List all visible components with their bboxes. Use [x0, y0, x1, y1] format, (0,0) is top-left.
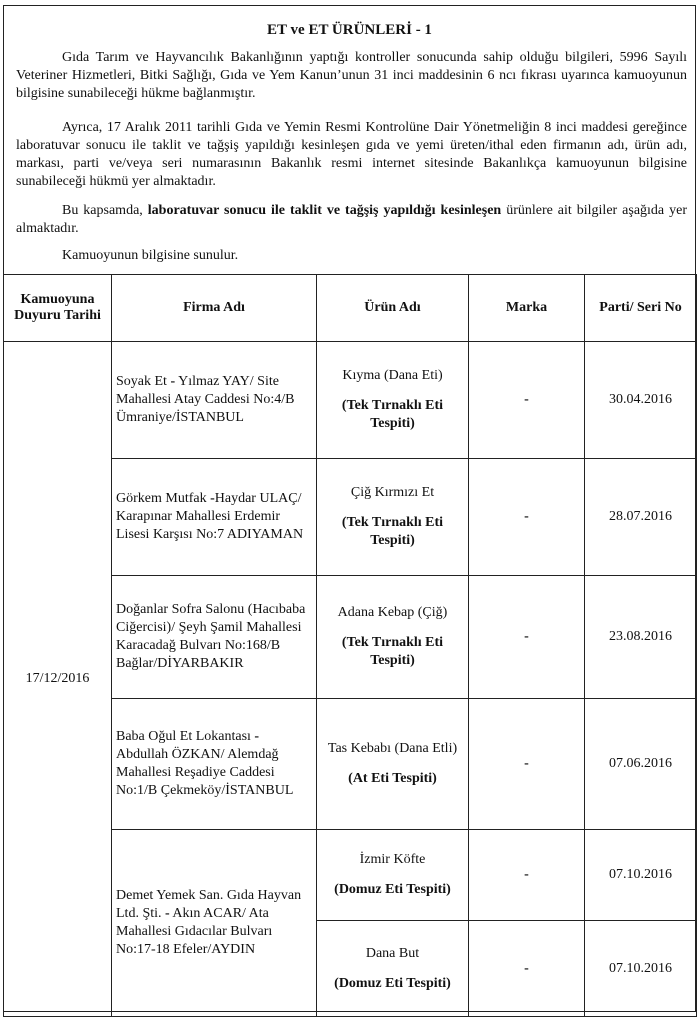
brand-cell: -: [469, 459, 585, 576]
product-name: Adana Kebap (Çiğ): [337, 605, 448, 620]
firm-name: Baba Oğul Et Lokantası: [116, 729, 251, 744]
document-title: ET ve ET ÜRÜNLERİ - 1: [267, 22, 432, 38]
lot-cell: 28.07.2016: [585, 459, 697, 576]
firm-name: Demet Yemek San. Gıda Hayvan Ltd. Şti.: [116, 888, 302, 921]
finding-label: (Tek Tırnaklı Eti Tespiti): [341, 398, 444, 431]
product-name: Kıyma (Dana Eti): [342, 368, 443, 383]
firm-name: Görkem Mutfak: [116, 491, 207, 506]
product-cell: [317, 921, 469, 1017]
results-table: [3, 274, 697, 1017]
finding-label: (Domuz Eti Tespiti): [334, 882, 451, 897]
lot-cell: 30.04.2016: [585, 342, 697, 459]
brand-cell: -: [469, 342, 585, 459]
firm-name: Doğanlar Sofra Salonu (Hacıbaba Ciğercisi)/ Şeyh Şamil Mahallesi Karacadağ Bulvarı No:168/B Bağlar/DİYARBAKIR: [116, 602, 306, 671]
lot-cell: 07.10.2016: [585, 830, 697, 921]
header-firm: Firma Adı: [112, 275, 317, 342]
paragraph-3: [16, 202, 687, 238]
announcement-date: 17/12/2016: [4, 342, 112, 1017]
intro-section: [4, 6, 695, 274]
product-name: İzmir Köfte: [359, 852, 426, 867]
product-cell: [317, 830, 469, 921]
product-cell: [317, 459, 469, 576]
firm-cell: Baba Oğul Et Lokantası - Abdullah ÖZKAN/ Alemdağ Mahallesi Reşadiye Caddesi No:1/B Çekmeköy/İSTANBUL: [112, 699, 317, 830]
header-product: Ürün Adı: [317, 275, 469, 342]
brand-cell: -: [469, 576, 585, 699]
product-name: Çiğ Kırmızı Et: [350, 485, 435, 500]
header-lot: Parti/ Seri No: [585, 275, 697, 342]
finding-label: (Tek Tırnaklı Eti Tespiti): [341, 515, 444, 548]
table-row: [4, 342, 697, 459]
firm-cell: [112, 576, 317, 699]
product-cell: [317, 699, 469, 830]
header-brand: Marka: [469, 275, 585, 342]
paragraph-3-bold: laboratuvar sonucu ile taklit ve tağşiş yapıldığı kesinleşen: [147, 203, 502, 218]
lot-cell: 07.06.2016: [585, 699, 697, 830]
header-date: Kamuoyuna Duyuru Tarihi: [4, 275, 112, 342]
firm-name: Soyak Et: [116, 374, 167, 389]
brand-cell: -: [469, 699, 585, 830]
product-name: Dana But: [365, 945, 420, 961]
document-frame: [3, 5, 696, 1012]
firm-cell: Görkem Mutfak -Haydar ULAÇ/ Karapınar Mahallesi Erdemir Lisesi Karşısı No:7 ADIYAMAN: [112, 459, 317, 576]
firm-address: Abdullah ÖZKAN/ Alemdağ Mahallesi Reşadiye Caddesi No:1/B Çekmeköy/İSTANBUL: [116, 747, 294, 798]
paragraph-2: Ayrıca, 17 Aralık 2011 tarihli Gıda ve Yemin Resmi Kontrolüne Dair Yönetmeliğin 8 inci maddesi gereğince laboratuvar sonucu ile taklit ve tağşiş yapıldığı kesinleşen gıda ve yemi üreten/ithal eden firmanın adı, ürün adı, markası, parti ve/veya seri numarasının Bakanlık resmi internet sitesinde Bakanlıkça kamuoyunun bilgisine sunabileceği hükmü yer almaktadır.: [16, 120, 687, 189]
firm-address: Haydar ULAÇ/ Karapınar Mahallesi Erdemir Lisesi Karşısı No:7 ADIYAMAN: [116, 491, 304, 542]
product-cell: [317, 342, 469, 459]
firm-cell: Demet Yemek San. Gıda Hayvan Ltd. Şti. - Akın ACAR/ Ata Mahallesi Gıdacılar Bulvarı No:17-18 Efeler/AYDIN: [112, 830, 317, 1017]
finding-label: (Domuz Eti Tespiti): [334, 975, 451, 991]
firm-cell: Soyak Et - Yılmaz YAY/ Site Mahallesi Atay Caddesi No:4/B Ümraniye/İSTANBUL: [112, 342, 317, 459]
brand-cell: -: [469, 921, 585, 1017]
table-header-row: [4, 275, 697, 342]
paragraph-4: Kamuoyunun bilgisine sunulur.: [62, 248, 239, 263]
finding-label: (At Eti Tespiti): [348, 771, 437, 786]
firm-address: Akın ACAR/ Ata Mahallesi Gıdacılar Bulvarı No:17-18 Efeler/AYDIN: [116, 906, 273, 957]
product-cell: [317, 576, 469, 699]
lot-cell: 07.10.2016: [585, 921, 697, 1017]
paragraph-3-post: ürünlere ait bilgiler aşağıda yer almaktadır.: [16, 203, 687, 236]
firm-address: Yılmaz YAY/ Site Mahallesi Atay Caddesi No:4/B Ümraniye/İSTANBUL: [116, 374, 295, 425]
finding-label: (Tek Tırnaklı Eti Tespiti): [341, 635, 444, 668]
brand-cell: -: [469, 830, 585, 921]
lot-cell: 23.08.2016: [585, 576, 697, 699]
paragraph-3-pre: Bu kapsamda,: [62, 203, 148, 218]
paragraph-1: Gıda Tarım ve Hayvancılık Bakanlığının yaptığı kontroller sonucunda sahip olduğu bilgileri, 5996 Sayılı Veteriner Hizmetleri, Bitki Sağlığı, Gıda ve Yem Kanun’unun 31 inci maddesinin 6 ncı fıkrası uyarınca kamuoyunun bilgisine sunabileceği hükme bağlanmıştır.: [16, 50, 687, 101]
product-name: Tas Kebabı (Dana Etli): [327, 741, 458, 756]
